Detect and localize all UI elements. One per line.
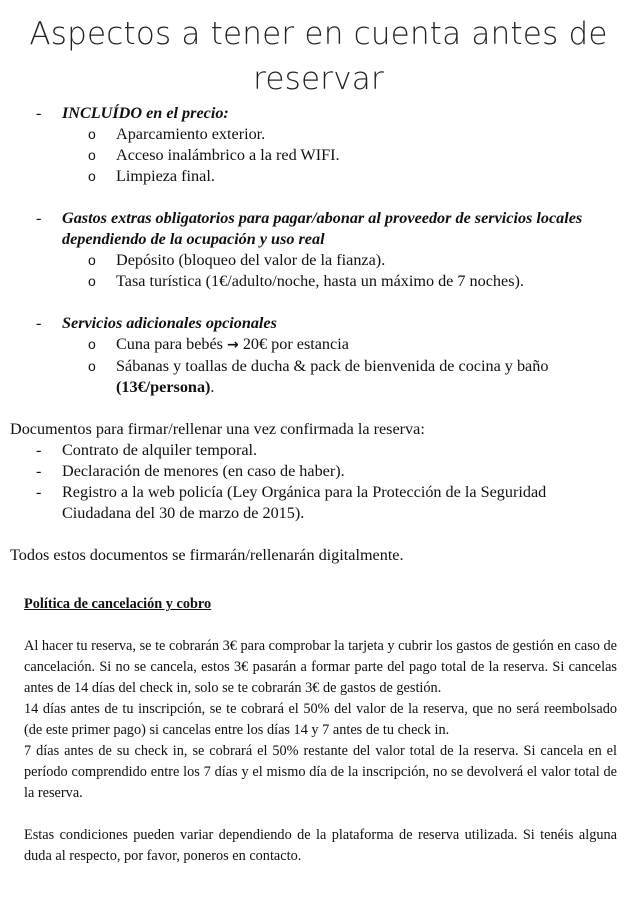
included-item: o Aparcamiento exterior.: [88, 125, 266, 143]
dash-bullet: -: [36, 441, 42, 459]
documents-note: Todos estos documentos se firmarán/rellenarán digitalmente.: [10, 546, 404, 564]
page-title: Aspectos a tener en cuenta antes de reservar: [29, 16, 608, 97]
document-item: - Declaración de menores (en caso de haber).: [36, 462, 345, 480]
optional-item-sheets: o Sábanas y toallas de ducha & pack de bienvenida de cocina y baño (13€/persona).: [88, 357, 549, 396]
extras-heading-row: [0, 208, 637, 250]
policy-paragraph: Al hacer tu reserva, se te cobrarán 3€ para comprobar la tarjeta y cubrir los gastos de gestión en caso de cancelación. Si no se cancela, estos 3€ pasarán a formar parte del pago total de la reserva. Si cancelas antes de 14 días del check in, solo se te cobrarán 3€ de gastos de gestión.: [24, 638, 617, 696]
optional-section: [0, 313, 637, 398]
policy-paragraph: 7 días antes de su check in, se cobrará el 50% restante del valor total de la reserva. Si cancela en el período comprendido entre los 7 días y el mismo día de la inscripción, no se devolverá el valor total de la reserva.: [24, 743, 617, 801]
extras-item: o Tasa turística (1€/adulto/noche, hasta un máximo de 7 noches).: [88, 272, 524, 290]
dash-bullet: -: [36, 483, 42, 501]
document-item: - Contrato de alquiler temporal.: [36, 441, 258, 459]
optional-heading: Servicios adicionales opcionales: [62, 314, 277, 332]
cot-label: Cuna para bebés: [116, 335, 223, 353]
circle-bullet-icon: o: [88, 168, 96, 184]
dash-bullet: -: [36, 314, 42, 332]
sheets-text: Sábanas y toallas de ducha & pack de bienvenida de cocina y baño: [116, 357, 549, 375]
cot-price: 20€ por estancia: [242, 335, 349, 353]
circle-bullet-icon: o: [88, 126, 96, 142]
included-item: o Acceso inalámbrico a la red WIFI.: [88, 146, 340, 164]
circle-bullet-icon: o: [88, 147, 96, 163]
documents-section: [0, 419, 637, 566]
circle-bullet-icon: o: [88, 252, 96, 268]
optional-heading-row: [0, 313, 637, 334]
documents-heading: Documentos para firmar/rellenar una vez confirmada la reserva:: [10, 420, 425, 438]
included-heading: INCLUÍDO en el precio:: [62, 104, 229, 122]
policy-closing: Estas condiciones pueden variar dependiendo de la plataforma de reserva utilizada. Si tenéis alguna duda al respecto, por favor, poneros en contacto.: [24, 827, 617, 864]
optional-item-cot: [0, 334, 637, 356]
dash-bullet: -: [36, 462, 42, 480]
included-heading-row: [0, 103, 637, 124]
circle-bullet-icon: o: [88, 336, 96, 352]
dash-bullet: -: [36, 104, 42, 122]
dash-bullet: -: [36, 209, 42, 227]
arrow-right-icon: →: [227, 337, 239, 353]
circle-bullet-icon: o: [88, 358, 96, 374]
extras-section: [0, 208, 637, 292]
policy-title: Política de cancelación y cobro: [24, 596, 212, 612]
policy-paragraph: 14 días antes de tu inscripción, se te cobrará el 50% del valor de la reserva, que no será reembolsado (de este primer pago) si cancelas entre los días 14 y 7 antes de tu check in.: [24, 701, 617, 738]
circle-bullet-icon: o: [88, 273, 96, 289]
extras-item: o Depósito (bloqueo del valor de la fianza).: [88, 251, 386, 269]
included-item: o Limpieza final.: [88, 167, 215, 185]
sheets-price: (13€/persona): [116, 378, 211, 396]
included-section: [0, 103, 637, 187]
document-item: - Registro a la web policía (Ley Orgánica para la Protección de la Seguridad Ciudadana del 30 de marzo de 2015).: [36, 483, 547, 522]
extras-heading: Gastos extras obligatorios para pagar/abonar al proveedor de servicios locales dependiendo de la ocupación y uso real: [62, 209, 583, 248]
